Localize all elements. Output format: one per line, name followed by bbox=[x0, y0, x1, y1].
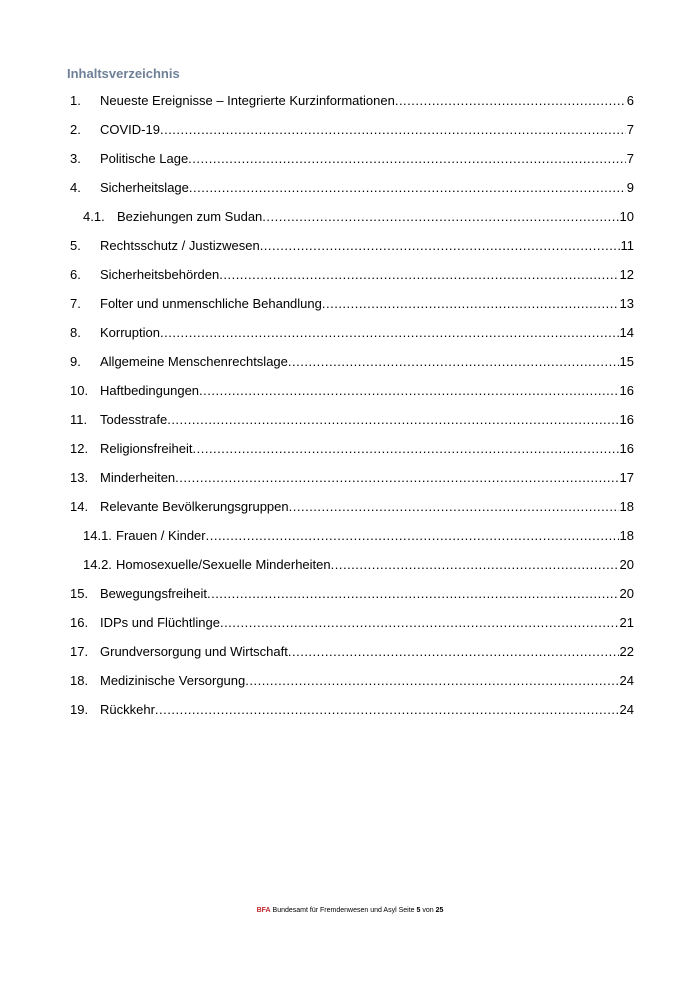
toc-leader-dots bbox=[207, 586, 619, 601]
toc-leader-dots bbox=[175, 470, 618, 485]
toc-leader-dots bbox=[199, 383, 619, 398]
toc-entry-title: Minderheiten bbox=[100, 470, 176, 485]
toc-entry-page: 7 bbox=[626, 151, 634, 166]
footer-current-page: 5 bbox=[416, 907, 421, 914]
toc-entry[interactable] bbox=[0, 347, 700, 376]
toc-entry-title: Frauen / Kinder bbox=[116, 528, 206, 543]
toc-entry-page: 17 bbox=[619, 470, 634, 485]
toc-entry-page: 15 bbox=[619, 354, 634, 369]
toc-leader-dots bbox=[322, 296, 619, 311]
toc-entry[interactable] bbox=[0, 376, 700, 405]
toc-leader-dots bbox=[193, 441, 619, 456]
toc-entry-number: 1. bbox=[70, 93, 81, 108]
toc-entry-number: 18. bbox=[70, 673, 89, 688]
toc-entry-number: 2. bbox=[70, 122, 81, 137]
toc-entry-number: 15. bbox=[70, 586, 89, 601]
toc-entry-page: 21 bbox=[619, 615, 634, 630]
toc-leader-dots bbox=[260, 238, 620, 253]
toc-entry[interactable] bbox=[0, 318, 700, 347]
toc-entry-number: 11. bbox=[70, 412, 88, 427]
toc-entry-page: 12 bbox=[619, 267, 634, 282]
toc-subentry[interactable] bbox=[0, 550, 700, 579]
toc-leader-dots bbox=[289, 499, 619, 514]
toc-entry-page: 11 bbox=[620, 238, 634, 253]
toc-leader-dots bbox=[288, 644, 619, 659]
toc-entry[interactable] bbox=[0, 86, 700, 115]
toc-entry[interactable] bbox=[0, 579, 700, 608]
page-footer bbox=[0, 907, 700, 914]
toc-entry-number: 7. bbox=[70, 296, 81, 311]
toc-entry-number: 4.1. bbox=[83, 209, 105, 224]
toc-leader-dots bbox=[219, 267, 618, 282]
bfa-logo-text: BFA bbox=[256, 907, 271, 914]
toc-leader-dots bbox=[206, 528, 619, 543]
toc-entry-title: Rückkehr bbox=[100, 702, 155, 717]
toc-entry-title: Allgemeine Menschenrechtslage bbox=[100, 354, 288, 369]
footer-text: Bundesamt für Fremdenwesen und Asyl Seite bbox=[272, 907, 415, 914]
toc-leader-dots bbox=[220, 615, 619, 630]
toc-entry-title: Grundversorgung und Wirtschaft bbox=[100, 644, 288, 659]
toc-entry-title: Rechtsschutz / Justizwesen bbox=[100, 238, 260, 253]
toc-entry-page: 7 bbox=[626, 122, 634, 137]
toc-entry-page: 20 bbox=[619, 557, 634, 572]
toc-entry-title: Politische Lage bbox=[100, 151, 189, 166]
toc-entry[interactable] bbox=[0, 231, 700, 260]
toc-leader-dots bbox=[262, 209, 618, 224]
toc-entry[interactable] bbox=[0, 608, 700, 637]
toc-entry-number: 5. bbox=[70, 238, 81, 253]
toc-entry-number: 17. bbox=[70, 644, 89, 659]
toc-leader-dots bbox=[155, 702, 619, 717]
toc-leader-dots bbox=[245, 673, 618, 688]
toc-entry-title: Beziehungen zum Sudan bbox=[117, 209, 263, 224]
toc-entry[interactable] bbox=[0, 115, 700, 144]
toc-entry-number: 12. bbox=[70, 441, 89, 456]
toc-entry-page: 16 bbox=[619, 383, 634, 398]
toc-subentry[interactable] bbox=[0, 202, 700, 231]
toc-leader-dots bbox=[167, 412, 618, 427]
toc-entry-page: 16 bbox=[619, 441, 634, 456]
toc-entry[interactable] bbox=[0, 695, 700, 724]
toc-leader-dots bbox=[395, 93, 626, 108]
footer-total-pages: 25 bbox=[435, 907, 444, 914]
toc-entry[interactable] bbox=[0, 434, 700, 463]
toc-leader-dots bbox=[288, 354, 619, 369]
toc-leader-dots bbox=[331, 557, 619, 572]
toc-entry[interactable] bbox=[0, 173, 700, 202]
toc-entry-number: 10. bbox=[70, 383, 89, 398]
toc-leader-dots bbox=[160, 122, 626, 137]
toc-entry-page: 24 bbox=[619, 673, 634, 688]
toc-entry-title: IDPs und Flüchtlinge bbox=[100, 615, 220, 630]
toc-entry-title: Sicherheitslage bbox=[100, 180, 189, 195]
toc-entry-title: Folter und unmenschliche Behandlung bbox=[100, 296, 322, 311]
toc-entry-page: 18 bbox=[619, 499, 634, 514]
toc-entry[interactable] bbox=[0, 144, 700, 173]
toc-entry-page: 9 bbox=[626, 180, 634, 195]
toc-entry-number: 14.2. bbox=[83, 557, 112, 572]
toc-entry[interactable] bbox=[0, 260, 700, 289]
toc-entry-title: Sicherheitsbehörden bbox=[100, 267, 220, 282]
toc-entry-page: 10 bbox=[619, 209, 634, 224]
toc-entry[interactable] bbox=[0, 289, 700, 318]
toc-subentry[interactable] bbox=[0, 521, 700, 550]
toc-leader-dots bbox=[160, 325, 619, 340]
toc-entry[interactable] bbox=[0, 666, 700, 695]
toc-entry[interactable] bbox=[0, 492, 700, 521]
toc-leader-dots bbox=[189, 180, 626, 195]
toc-entry-number: 4. bbox=[70, 180, 81, 195]
toc-entry-page: 14 bbox=[619, 325, 634, 340]
toc-entry-page: 20 bbox=[619, 586, 634, 601]
toc-entry-page: 22 bbox=[619, 644, 634, 659]
toc-entry-number: 13. bbox=[70, 470, 89, 485]
toc-entry-page: 18 bbox=[619, 528, 634, 543]
toc-entry-number: 16. bbox=[70, 615, 89, 630]
toc-entry-title: Medizinische Versorgung bbox=[100, 673, 246, 688]
toc-entry-title: Bewegungsfreiheit bbox=[100, 586, 207, 601]
toc-entry-number: 9. bbox=[70, 354, 81, 369]
toc-entry[interactable] bbox=[0, 463, 700, 492]
toc-entry-number: 8. bbox=[70, 325, 81, 340]
toc-leader-dots bbox=[188, 151, 626, 166]
toc-entry-title: COVID-19 bbox=[100, 122, 160, 137]
toc-entry-title: Todesstrafe bbox=[100, 412, 168, 427]
toc-entry-number: 14. bbox=[70, 499, 89, 514]
toc-entry-number: 3. bbox=[70, 151, 81, 166]
footer-of-label: von bbox=[422, 907, 434, 914]
toc-entry[interactable] bbox=[0, 637, 700, 666]
toc-entry-page: 24 bbox=[619, 702, 634, 717]
toc-entry[interactable] bbox=[0, 405, 700, 434]
toc-entry-title: Religionsfreiheit bbox=[100, 441, 193, 456]
toc-entry-number: 19. bbox=[70, 702, 89, 717]
toc-entry-page: 6 bbox=[626, 93, 634, 108]
toc-entry-page: 13 bbox=[619, 296, 634, 311]
toc-list bbox=[0, 86, 700, 724]
toc-entry-title: Homosexuelle/Sexuelle Minderheiten bbox=[116, 557, 331, 572]
toc-entry-title: Korruption bbox=[100, 325, 160, 340]
toc-entry-page: 16 bbox=[619, 412, 634, 427]
toc-entry-number: 14.1. bbox=[83, 528, 112, 543]
toc-entry-title: Relevante Bevölkerungsgruppen bbox=[100, 499, 289, 514]
toc-heading: Inhaltsverzeichnis bbox=[67, 66, 180, 81]
toc-entry-title: Haftbedingungen bbox=[100, 383, 200, 398]
toc-entry-title: Neueste Ereignisse – Integrierte Kurzinformationen bbox=[100, 93, 395, 108]
toc-entry-number: 6. bbox=[70, 267, 81, 282]
